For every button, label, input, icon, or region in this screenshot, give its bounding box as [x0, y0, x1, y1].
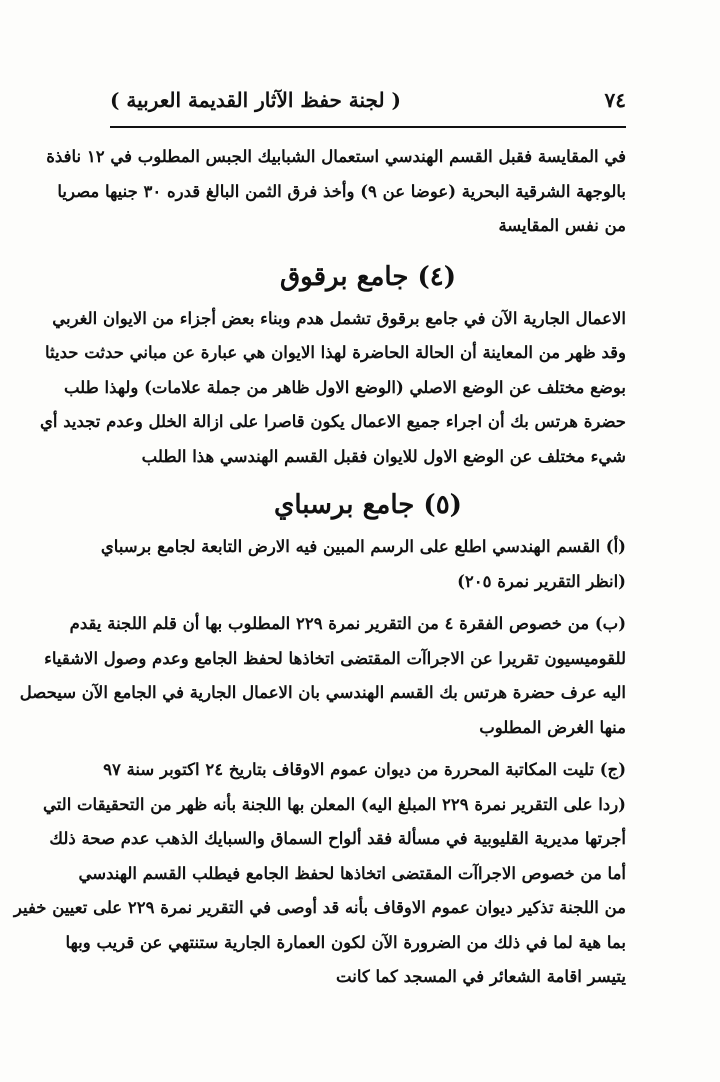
section-title-barquq: (٤) جامع برقوق [279, 261, 457, 292]
page-body [13, 140, 626, 995]
barsbay-paragraph-a [100, 530, 626, 599]
text-line: بما هية لما في ذلك من الضرورة الآن لكون العمارة الجارية ستنتهي عن قريب وبها [65, 932, 626, 952]
text-line: من اللجنة تذكير ديوان عموم الاوقاف بأنه قد أوصى في التقرير نمرة ٢٢٩ على تعيين خفير [13, 898, 626, 917]
text-line: للقوميسيون تقريرا عن الاجراآت المقتضى اتخاذها لحفظ الجامع وعدم وصول الاشقياء [44, 648, 626, 668]
running-header [110, 78, 626, 122]
barquq-paragraph [39, 302, 626, 475]
text-line: منها الغرض المطلوب [479, 717, 626, 737]
text-line: (أ) القسم الهندسي اطلع على الرسم المبين فيه الارض التابعة لجامع برسباي [100, 537, 626, 556]
text-line: بوضع مختلف عن الوضع الاصلي (الوضع الاول ظاهر من جملة علامات) ولهذا طلب [63, 377, 626, 397]
barsbay-paragraph-c [13, 753, 626, 995]
text-line: (ج) تليت المكاتبة المحررة من ديوان عموم الاوقاف بتاريخ ٢٤ اكتوبر سنة ٩٧ [103, 760, 626, 779]
text-line: (ب) من خصوص الفقرة ٤ من التقرير نمرة ٢٢٩ المطلوب بها أن قلم اللجنة يقدم [69, 614, 626, 633]
header-rule [110, 126, 626, 128]
text-line: وقد ظهر من المعاينة أن الحالة الحاضرة لهذا الايوان هي عبارة عن مباني حدثت حديثا [45, 343, 626, 362]
text-line: شيء مختلف عن الوضع الاول للايوان فقبل القسم الهندسي هذا الطلب [141, 446, 626, 466]
text-line: حضرة هرتس بك أن اجراء جميع الاعمال يكون قاصرا على ازالة الخلل وعدم تجديد أي [39, 412, 626, 431]
text-line: أما من خصوص الاجراآت المقتضى اتخاذها لحفظ الجامع فيطلب القسم الهندسي [78, 863, 626, 883]
text-line: يتيسر اقامة الشعائر في المسجد كما كانت [336, 967, 626, 986]
text-line: في المقايسة فقبل القسم الهندسي استعمال الشبابيك الجبس المطلوب في ١٢ نافذة [46, 147, 626, 166]
page-number: ٧٤ [604, 88, 626, 112]
text-line: (انظر التقرير نمرة ٢٠٥) [457, 571, 626, 591]
barsbay-paragraph-b [19, 607, 626, 745]
text-line: الاعمال الجارية الآن في جامع برقوق تشمل هدم وبناء بعض أجزاء من الايوان الغربي [52, 308, 626, 328]
text-line: من نفس المقايسة [498, 216, 626, 235]
section-title-barsbay: (٥) جامع برسباي [274, 490, 462, 520]
text-line: (ردا على التقرير نمرة ٢٢٩ المبلغ اليه) المعلن بها اللجنة بأنه ظهر من التحقيقات التي [42, 794, 626, 814]
running-title: ( لجنة حفظ الآثار القديمة العربية ) [110, 88, 401, 112]
text-line: اليه عرف حضرة هرتس بك القسم الهندسي بان الاعمال الجارية في الجامع الآن سيحصل [19, 683, 626, 702]
text-line: أجرتها مديرية القليوبية في مسألة فقد ألواح السماق والسبايك الذهب عدم صحة ذلك [49, 829, 626, 848]
page-header-area [110, 78, 626, 122]
intro-paragraph [46, 140, 626, 244]
text-line: بالوجهة الشرقية البحرية (عوضا عن ٩) وأخذ فرق الثمن البالغ قدره ٣٠ جنيها مصريا [57, 181, 626, 201]
